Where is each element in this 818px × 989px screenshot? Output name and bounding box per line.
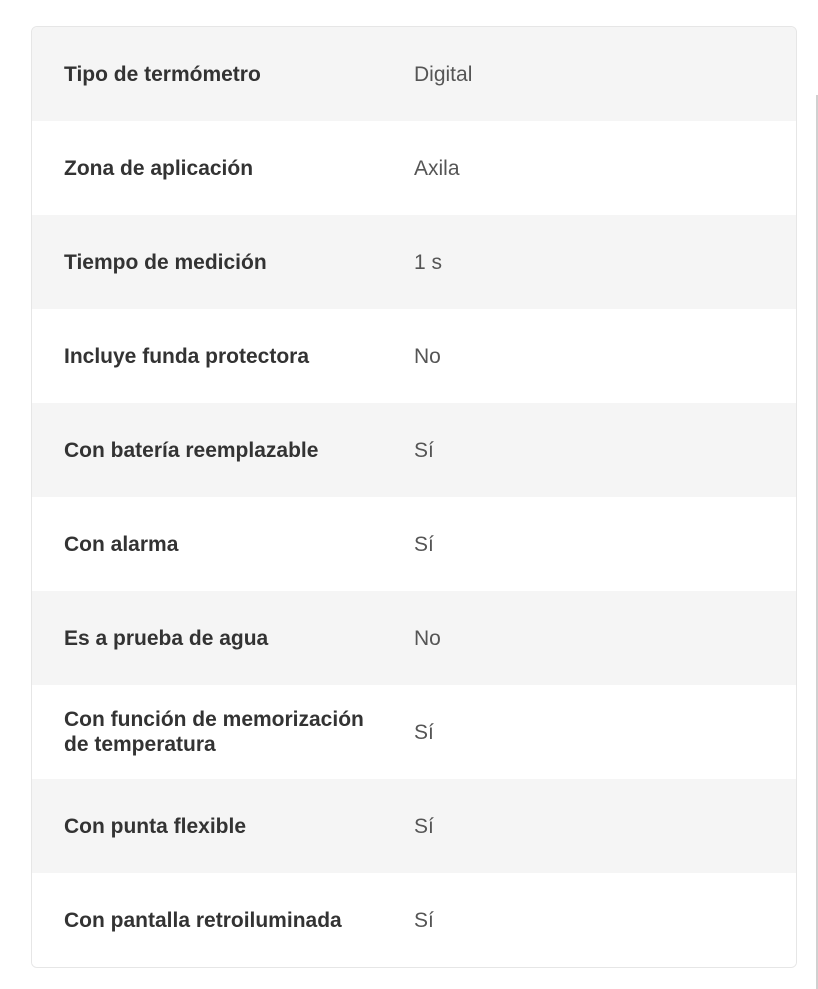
spec-row-tipo-termometro: [32, 27, 796, 121]
spec-row-pantalla-retroiluminada: [32, 873, 796, 967]
spec-value: No: [414, 626, 441, 650]
spec-row-funda-protectora: [32, 309, 796, 403]
spec-label: Con función de memorización de temperatura: [64, 708, 364, 756]
spec-label: Es a prueba de agua: [64, 626, 269, 650]
spec-row-memorizacion-temperatura: [32, 685, 796, 779]
spec-label: Con pantalla retroiluminada: [64, 908, 342, 932]
spec-label: Con punta flexible: [64, 814, 247, 838]
spec-label: Tipo de termómetro: [64, 62, 261, 86]
spec-value: Sí: [414, 908, 434, 932]
spec-value: 1 s: [414, 250, 443, 274]
spec-row-tiempo-medicion: [32, 215, 796, 309]
spec-row-prueba-agua: [32, 591, 796, 685]
spec-label: Incluye funda protectora: [64, 344, 310, 368]
specs-table: [31, 26, 797, 968]
spec-row-bateria-reemplazable: [32, 403, 796, 497]
spec-value: Digital: [414, 62, 473, 86]
spec-value: Axila: [414, 156, 460, 180]
spec-label: Con batería reemplazable: [64, 438, 319, 462]
spec-row-punta-flexible: [32, 779, 796, 873]
spec-label: Zona de aplicación: [64, 156, 254, 180]
spec-row-zona-aplicacion: [32, 121, 796, 215]
spec-value: Sí: [414, 720, 434, 744]
spec-label: Tiempo de medición: [64, 250, 267, 274]
spec-row-alarma: [32, 497, 796, 591]
spec-value: Sí: [414, 814, 434, 838]
spec-value: Sí: [414, 532, 434, 556]
spec-value: No: [414, 344, 441, 368]
spec-value: Sí: [414, 438, 434, 462]
spec-label: Con alarma: [64, 532, 179, 556]
